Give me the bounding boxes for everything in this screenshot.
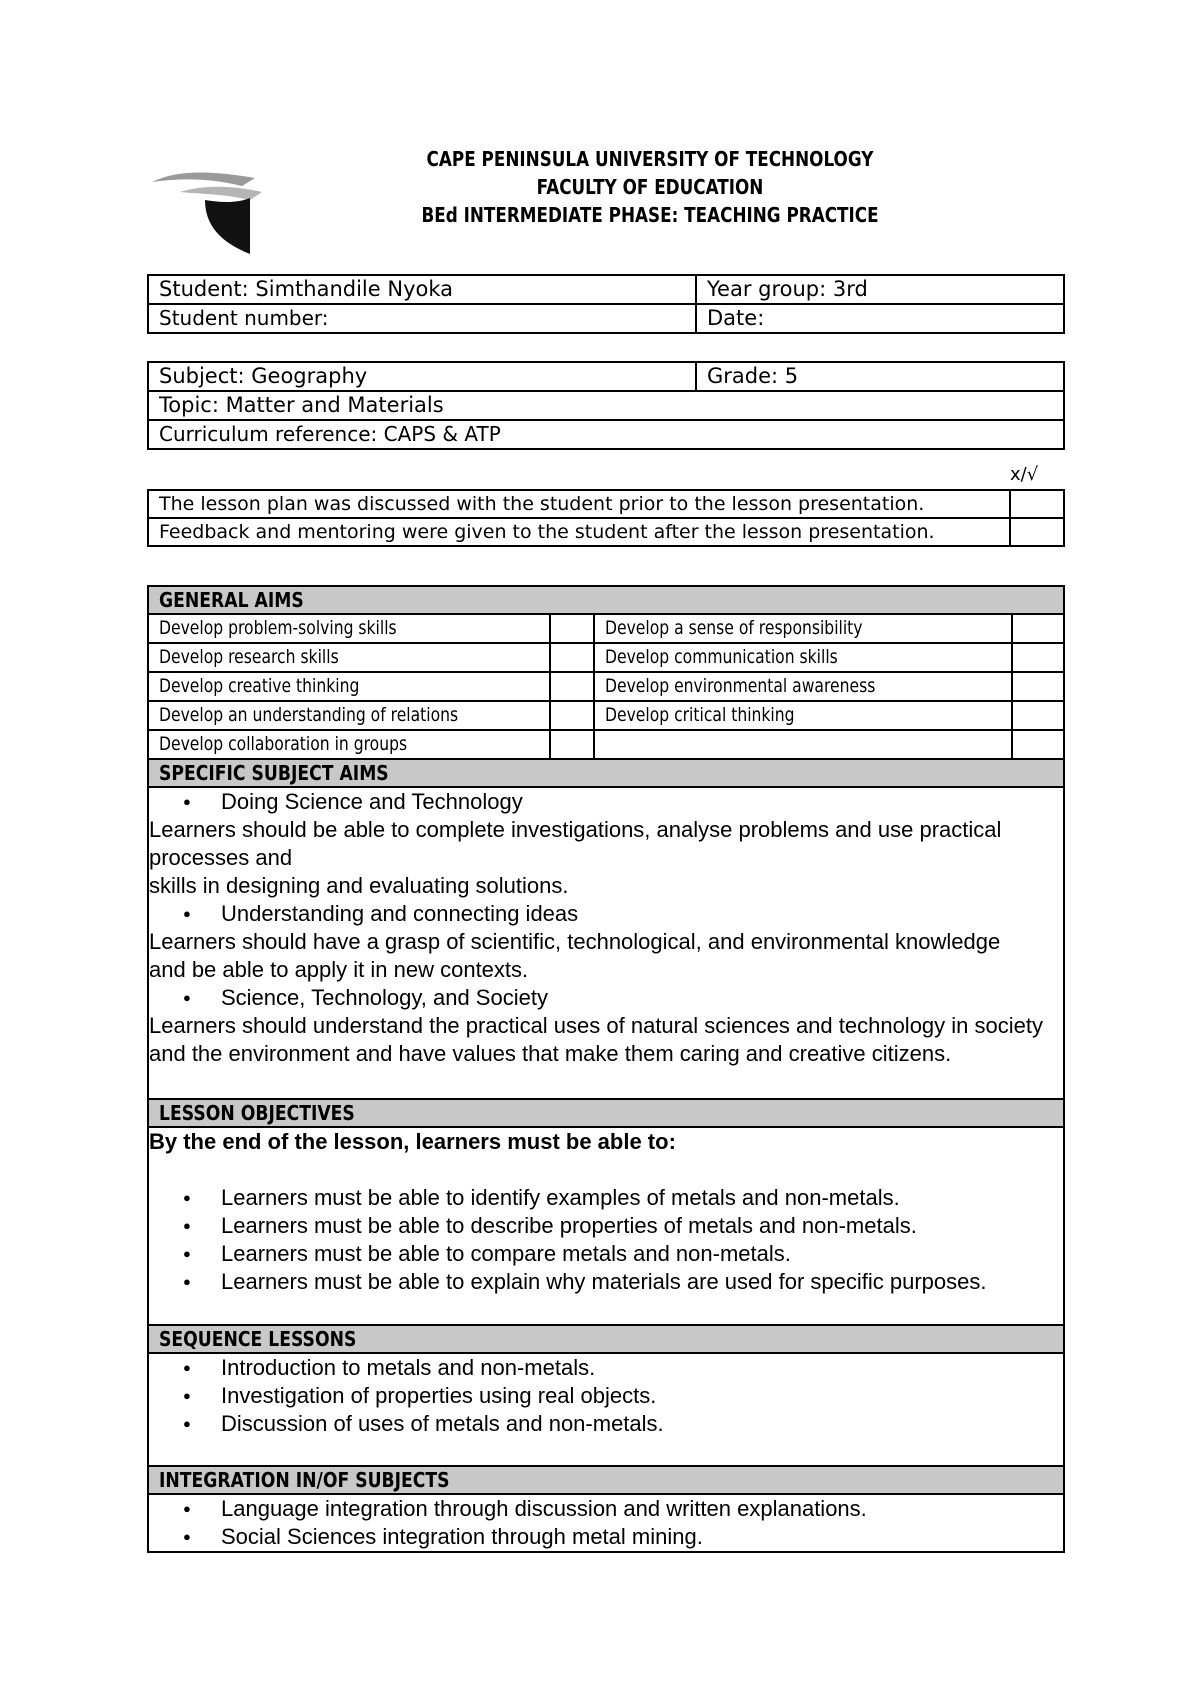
sequence-lessons-body — [148, 1353, 1064, 1466]
checklist-item: The lesson plan was discussed with the student prior to the lesson presentation. — [148, 490, 1010, 518]
aim-check-box[interactable] — [1012, 643, 1064, 672]
curriculum-reference: Curriculum reference: CAPS & ATP — [148, 420, 1064, 449]
integration-item: ● Language integration through discussion and written explanations. — [221, 1495, 1063, 1523]
sequence-item: ● Introduction to metals and non-metals. — [221, 1354, 1063, 1382]
aim-title: ● Doing Science and Technology — [221, 788, 1063, 816]
aim-item: Develop an understanding of relations — [148, 701, 550, 730]
aim-check-box[interactable] — [550, 672, 594, 701]
aim-title: ● Science, Technology, and Society — [221, 984, 1063, 1012]
aim-item: Develop environmental awareness — [594, 672, 1012, 701]
aim-check-box[interactable] — [550, 701, 594, 730]
year-group: Year group: 3rd — [696, 275, 1064, 304]
topic: Topic: Matter and Materials — [148, 391, 1064, 420]
aim-check-box[interactable] — [1012, 614, 1064, 643]
general-aims-header: GENERAL AIMS — [148, 586, 1064, 614]
integration-body — [148, 1494, 1064, 1552]
specific-aims-body — [148, 787, 1064, 1099]
aim-check-box[interactable] — [1012, 672, 1064, 701]
aim-check-box[interactable] — [550, 614, 594, 643]
subject: Subject: Geography — [148, 362, 696, 391]
checklist-box[interactable] — [1010, 518, 1064, 546]
objective-item: ● Learners must be able to compare metals and non-metals. — [221, 1240, 1041, 1268]
university-logo — [150, 170, 270, 254]
aim-description: Learners should have a grasp of scientific, technological, and environmental knowledge and be able to apply it in new contexts. — [149, 929, 1001, 982]
integration-item: ● Social Sciences integration through metal mining. — [221, 1523, 1063, 1551]
aim-description: Learners should understand the practical uses of natural sciences and technology in society and the environment and have values that make them caring and creative citizens. — [149, 1013, 1043, 1066]
aim-check-box[interactable] — [1012, 701, 1064, 730]
subject-info-table — [147, 361, 1065, 450]
objective-item: ● Learners must be able to identify examples of metals and non-metals. — [221, 1184, 1041, 1212]
aim-item: Develop communication skills — [594, 643, 1012, 672]
checklist-table — [147, 489, 1065, 547]
checklist-item: Feedback and mentoring were given to the student after the lesson presentation. — [148, 518, 1010, 546]
programme-name: BEd INTERMEDIATE PHASE: TEACHING PRACTICE — [421, 203, 879, 227]
aim-check-box[interactable] — [550, 643, 594, 672]
date-field: Date: — [696, 304, 1064, 333]
lesson-objectives-body — [148, 1127, 1064, 1325]
university-name: CAPE PENINSULA UNIVERSITY OF TECHNOLOGY — [426, 147, 874, 171]
aim-description: Learners should be able to complete investigations, analyse problems and use practical processes and — [149, 817, 1002, 870]
sequence-item: ● Discussion of uses of metals and non-metals. — [221, 1410, 1063, 1438]
checklist-box[interactable] — [1010, 490, 1064, 518]
mark-label: x/√ — [1010, 464, 1039, 485]
objectives-lead: By the end of the lesson, learners must be able to: — [149, 1129, 676, 1154]
lesson-plan-table — [147, 585, 1065, 1553]
specific-aims-header: SPECIFIC SUBJECT AIMS — [148, 759, 1064, 787]
aim-item: Develop problem-solving skills — [148, 614, 550, 643]
aim-check-box[interactable] — [550, 730, 594, 759]
aim-check-box[interactable] — [1012, 730, 1064, 759]
student-number: Student number: — [148, 304, 696, 333]
faculty-name: FACULTY OF EDUCATION — [536, 175, 764, 199]
student-info-table — [147, 274, 1065, 334]
grade: Grade: 5 — [696, 362, 1064, 391]
aim-description: skills in designing and evaluating solutions. — [149, 873, 569, 898]
objective-item: ● Learners must be able to describe properties of metals and non-metals. — [221, 1212, 1041, 1240]
aim-title: ● Understanding and connecting ideas — [221, 900, 1063, 928]
aim-empty-cell — [594, 730, 1012, 759]
integration-header: INTEGRATION IN/OF SUBJECTS — [148, 1466, 1064, 1494]
aim-item: Develop critical thinking — [594, 701, 1012, 730]
document-header — [356, 145, 944, 229]
aim-item: Develop creative thinking — [148, 672, 550, 701]
sequence-lessons-header: SEQUENCE LESSONS — [148, 1325, 1064, 1353]
aim-item: Develop collaboration in groups — [148, 730, 550, 759]
aim-item: Develop research skills — [148, 643, 550, 672]
objective-item: ● Learners must be able to explain why materials are used for specific purposes. — [221, 1268, 1041, 1296]
aim-item: Develop a sense of responsibility — [594, 614, 1012, 643]
lesson-objectives-header: LESSON OBJECTIVES — [148, 1099, 1064, 1127]
sequence-item: ● Investigation of properties using real objects. — [221, 1382, 1063, 1410]
student-name: Student: Simthandile Nyoka — [148, 275, 696, 304]
